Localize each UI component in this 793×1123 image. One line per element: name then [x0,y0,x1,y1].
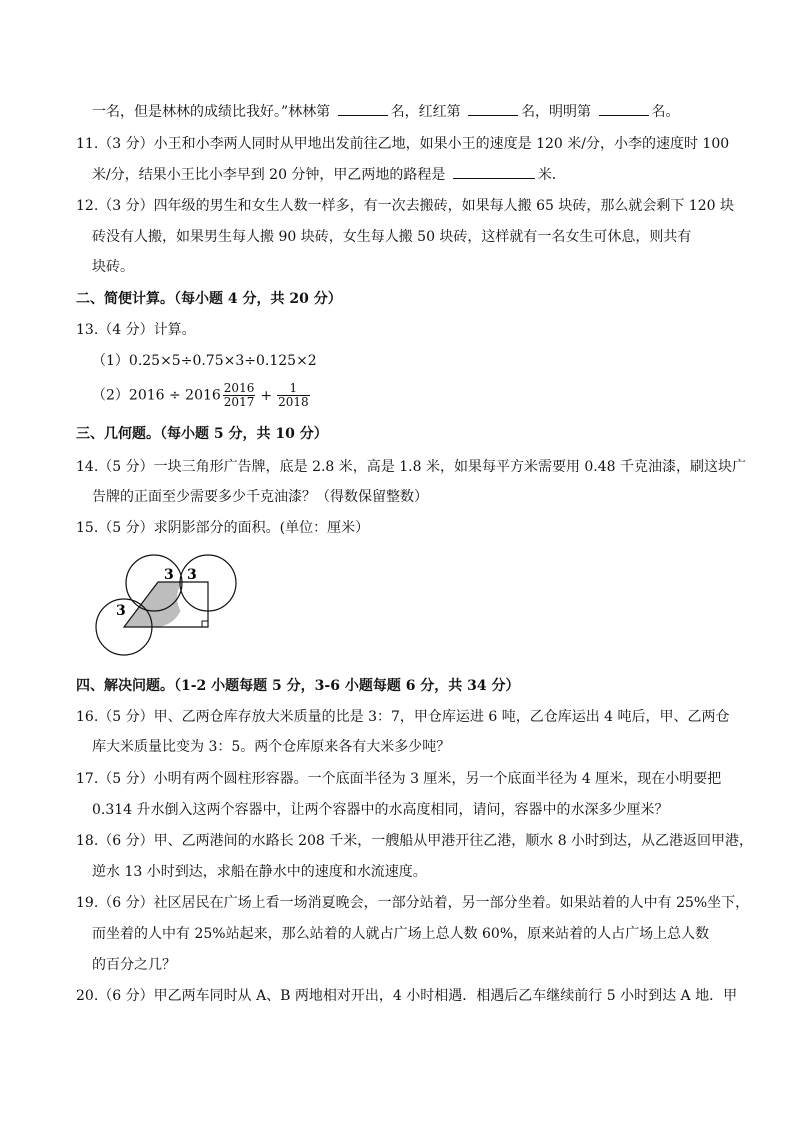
section-heading: 四、解决问题。（1-2 小题每题 5 分，3-6 小题每题 6 分，共 34 分） [76,678,520,694]
q18-line1: 18.（6 分）甲、乙两港间的水路长 208 千米，一艘船从甲港开往乙港，顺水 8 小时到达，从乙港返回甲港， [76,833,754,849]
q12-line1: 12.（3 分）四年级的男生和女生人数一样多，有一次去搬砖，如果每人搬 65 块砖，那么就会剩下 120 块 [76,198,734,214]
q16-line1: 16.（5 分）甲、乙两仓库存放大米质量的比是 3：7，甲仓库运进 6 吨，乙仓库运出 4 吨后，甲、乙两仓 [76,709,730,725]
q12-line2: 砖没有人搬，如果男生每人搬 90 块砖，女生每人搬 50 块砖，这样就有一名女生可休息，则共有 [92,229,692,245]
radius-label: 3 [164,567,174,583]
fraction: $\frac{2016}{2017}$ [223,381,255,409]
q19-line1: 19.（6 分）社区居民在广场上看一场消夏晚会，一部分站着，另一部分坐着。如果站着的人中有 25%坐下， [76,895,750,911]
right-angle-mark [202,621,208,627]
q19-line2: 而坐着的人中有 25%站起来，那么站着的人就占广场上总人数 60%，原来站着的人占广场上总人数 [92,926,710,942]
q14-line1: 14.（5 分）一块三角形广告牌，底是 2.8 米，高是 1.8 米，如果每平方米需要用 0.48 千克油漆，刷这块广 [76,459,747,475]
q15-line1: 15.（5 分）求阴影部分的面积。(单位：厘米） [76,520,370,536]
section-heading: 三、几何题。（每小题 5 分，共 10 分） [76,426,328,442]
section-heading: 二、简便计算。（每小题 4 分，共 20 分） [76,291,342,307]
answer-blank[interactable] [599,101,649,116]
answer-blank[interactable] [338,101,388,116]
q16-line2: 库大米质量比变为 3：5。两个仓库原来各有大米多少吨？ [92,739,451,755]
q11-line1: 11.（3 分）小王和小李两人同时从甲地出发前往乙地，如果小王的速度是 120 米/分，小李的速度时 100 [76,136,730,152]
answer-blank[interactable] [468,101,518,116]
q18-line2: 逆水 13 小时到达，求船在静水中的速度和水流速度。 [92,864,427,880]
q17-line1: 17.（5 分）小明有两个圆柱形容器。一个底面半径为 3 厘米，另一个底面半径为 4 厘米，现在小明要把 [76,771,722,787]
q13-line1: 13.（4 分）计算。 [76,322,196,338]
radius-label: 3 [116,603,126,619]
q13-part1: （1）0.25×5÷0.75×3÷0.125×2 [92,353,317,369]
fraction: $\frac{1}{2018}$ [278,381,309,409]
q13-part2: （2）2016 ÷ 2016 $\frac{2016}{2017}$ + $\frac{1}{2018}$ [92,381,309,409]
q10-continuation: 一名，但是林林的成绩比我好。”林林第 名，红红第 名，明明第 名。 [92,101,680,121]
q20-line1: 20.（6 分）甲乙两车同时从 A、B 两地相对开出，4 小时相遇．相遇后乙车继续前行 5 小时到达 A 地．甲 [76,988,738,1004]
geometry-figure [92,548,242,662]
q12-line3: 块砖。 [92,259,134,275]
q14-line2: 告牌的正面至少需要多少千克油漆？（得数保留整数） [92,489,428,505]
q17-line2: 0.314 升水倒入这两个容器中，让两个容器中的水高度相同，请问，容器中的水深多少厘米？ [92,802,669,818]
q11-line2: 米/分，结果小王比小李早到 20 分钟，甲乙两地的路程是 米． [92,164,566,184]
answer-blank[interactable] [453,164,535,179]
q19-line3: 的百分之几？ [92,957,176,973]
shaded-area-diagram [92,548,242,658]
radius-label: 3 [187,567,197,583]
